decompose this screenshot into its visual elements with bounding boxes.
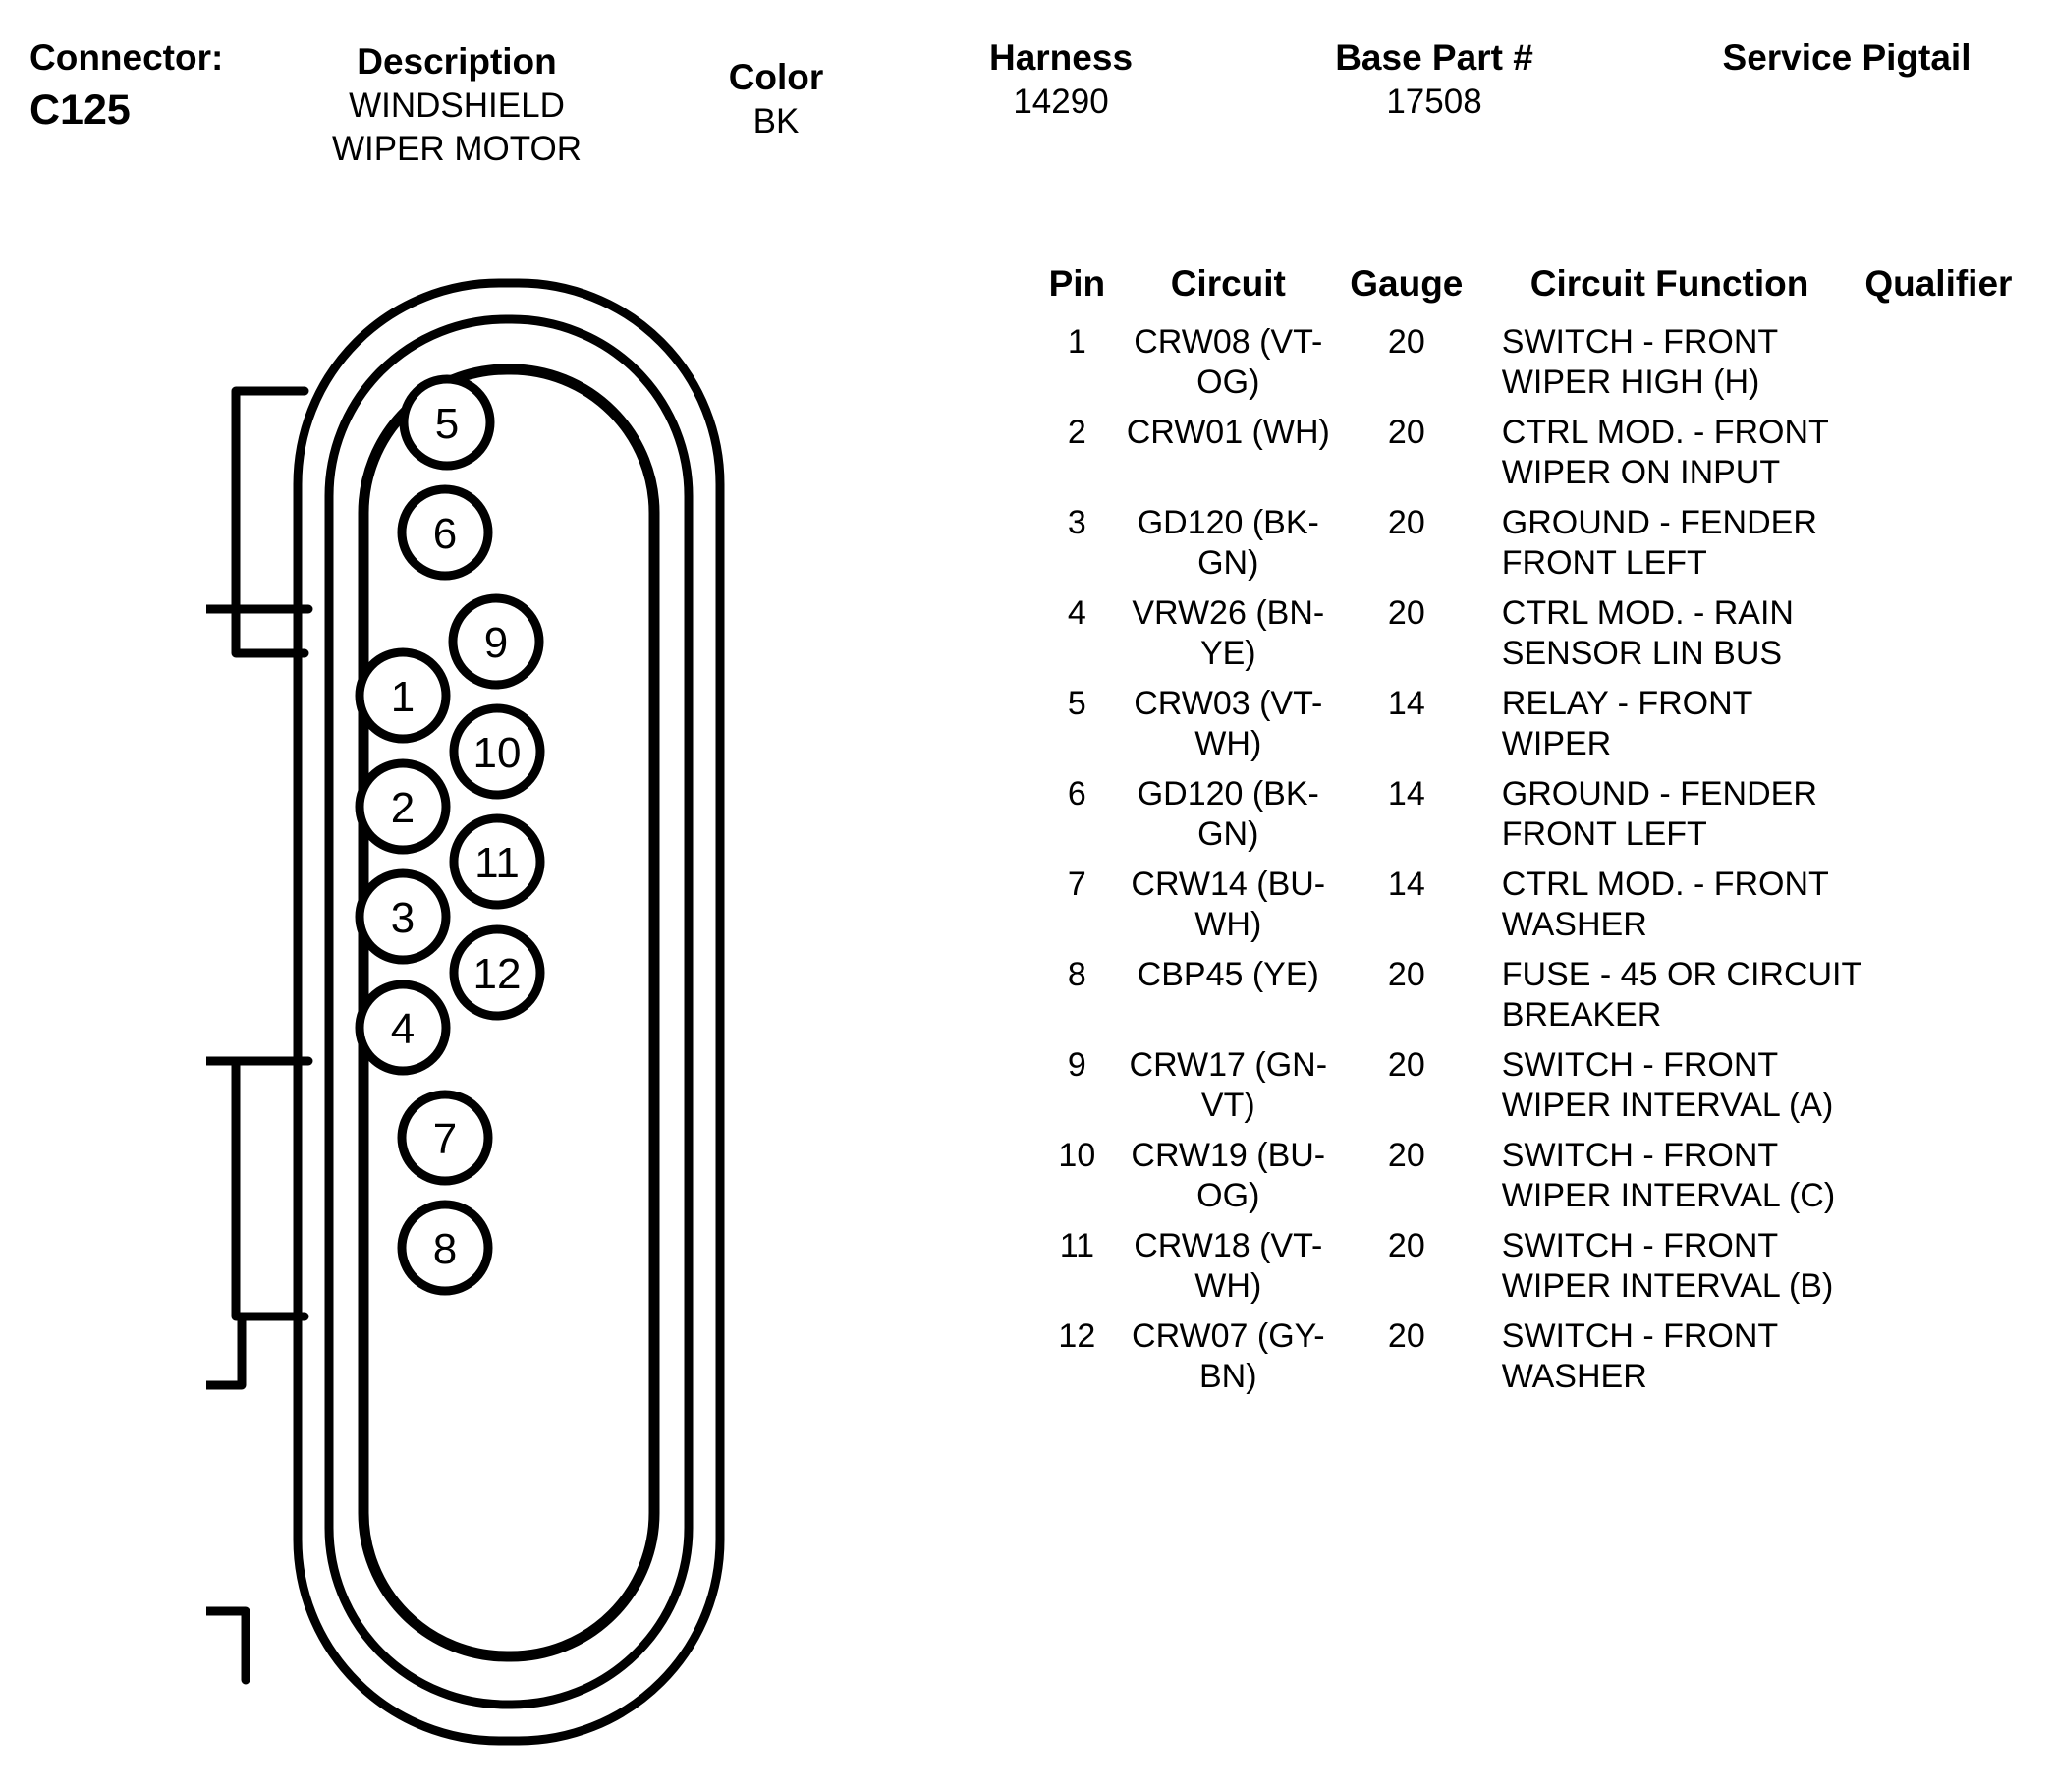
connector-label: Connector: — [29, 37, 224, 78]
cell-gauge: 20 — [1387, 1227, 1425, 1264]
pin-number-12: 12 — [472, 950, 522, 998]
cell-gauge: 20 — [1387, 323, 1425, 361]
pin-number-1: 1 — [390, 673, 416, 721]
table-row — [1036, 861, 2048, 951]
cell-function: RELAY - FRONT WIPER — [1501, 685, 1752, 762]
cell-circuit: CRW07 (GY-BN) — [1132, 1317, 1325, 1395]
pin-number-7: 7 — [432, 1115, 458, 1163]
description-line-1: WINDSHIELD — [349, 86, 565, 125]
description-line-2: WIPER MOTOR — [331, 130, 583, 168]
table-row — [1036, 1313, 2048, 1403]
cell-function: CTRL MOD. - RAIN SENSOR LIN BUS — [1501, 594, 1794, 672]
cell-function: SWITCH - FRONT WIPER INTERVAL (C) — [1501, 1137, 1836, 1214]
cell-qualifier — [1864, 1313, 2048, 1403]
pin-number-10: 10 — [472, 729, 522, 777]
cell-circuit: CRW08 (VT-OG) — [1134, 323, 1323, 401]
base-part-label: Base Part # — [1335, 37, 1533, 78]
cell-gauge: 20 — [1387, 1046, 1425, 1084]
cell-function: SWITCH - FRONT WIPER INTERVAL (B) — [1501, 1227, 1834, 1305]
column-header-gauge: Gauge — [1350, 263, 1464, 304]
cell-qualifier — [1864, 499, 2048, 589]
service-pigtail-label: Service Pigtail — [1722, 37, 1972, 78]
table-row — [1036, 1222, 2048, 1313]
cell-qualifier — [1864, 861, 2048, 951]
pin-number-4: 4 — [390, 1005, 416, 1053]
connector-left-body — [206, 609, 308, 1061]
cell-gauge: 14 — [1387, 866, 1425, 903]
service-pigtail-block — [1670, 35, 2024, 81]
description-label: Description — [357, 41, 557, 82]
table-row — [1036, 499, 2048, 589]
color-label: Color — [728, 57, 824, 97]
cell-pin: 12 — [1058, 1317, 1096, 1355]
cell-pin: 2 — [1067, 414, 1086, 451]
pin-number-2: 2 — [390, 784, 416, 832]
cell-circuit: GD120 (BK-GN) — [1137, 775, 1319, 853]
color-value: BK — [752, 102, 800, 140]
cell-function: CTRL MOD. - FRONT WIPER ON INPUT — [1501, 414, 1829, 491]
pin-number-8: 8 — [432, 1225, 458, 1273]
cell-circuit: CRW19 (BU-OG) — [1131, 1137, 1326, 1214]
cell-qualifier — [1864, 1222, 2048, 1313]
cell-gauge: 14 — [1387, 685, 1425, 722]
harness-block — [933, 35, 1189, 124]
cell-pin: 4 — [1067, 594, 1086, 632]
cell-qualifier — [1864, 680, 2048, 770]
cell-gauge: 20 — [1387, 1317, 1425, 1355]
column-header-pin: Pin — [1048, 263, 1106, 304]
pin-number-9: 9 — [483, 619, 509, 667]
table-row — [1036, 951, 2048, 1041]
connector-header — [0, 18, 2055, 175]
cell-function: SWITCH - FRONT WASHER — [1501, 1317, 1778, 1395]
cell-gauge: 20 — [1387, 594, 1425, 632]
cell-gauge: 20 — [1387, 414, 1425, 451]
pin-table-container — [1036, 263, 2048, 1403]
cell-pin: 7 — [1067, 866, 1086, 903]
cell-circuit: CRW01 (WH) — [1126, 414, 1330, 451]
description-block — [295, 39, 619, 171]
cell-function: GROUND - FENDER FRONT LEFT — [1501, 775, 1817, 853]
connector-outline-svg — [206, 275, 815, 1749]
table-row — [1036, 770, 2048, 861]
cell-circuit: CRW18 (VT-WH) — [1134, 1227, 1323, 1305]
cell-pin: 10 — [1058, 1137, 1096, 1174]
cell-pin: 5 — [1067, 685, 1086, 722]
cell-gauge: 14 — [1387, 775, 1425, 812]
cell-gauge: 20 — [1387, 1137, 1425, 1174]
cell-function: GROUND - FENDER FRONT LEFT — [1501, 504, 1817, 582]
connector-id: C125 — [29, 86, 131, 134]
cell-qualifier — [1864, 770, 2048, 861]
pin-table — [1036, 263, 2048, 1403]
cell-pin: 6 — [1067, 775, 1086, 812]
cell-circuit: CRW17 (GN-VT) — [1129, 1046, 1328, 1124]
harness-value: 14290 — [1013, 83, 1109, 121]
table-row — [1036, 1132, 2048, 1222]
connector-label-block — [29, 35, 223, 81]
table-row — [1036, 1041, 2048, 1132]
column-header-function: Circuit Function — [1529, 263, 1809, 304]
base-part-block — [1287, 35, 1582, 124]
pin-number-5: 5 — [434, 400, 460, 448]
cell-pin: 3 — [1067, 504, 1086, 541]
cell-qualifier — [1864, 318, 2048, 409]
column-header-circuit: Circuit — [1170, 263, 1286, 304]
cell-qualifier — [1864, 589, 2048, 680]
cell-pin: 8 — [1067, 956, 1086, 993]
cell-circuit: CRW14 (BU-WH) — [1131, 866, 1326, 943]
cell-pin: 1 — [1067, 323, 1086, 361]
cell-gauge: 20 — [1387, 956, 1425, 993]
pin-number-3: 3 — [390, 894, 416, 942]
column-header-qualifier: Qualifier — [1864, 263, 2013, 304]
cell-circuit: GD120 (BK-GN) — [1137, 504, 1319, 582]
color-block — [688, 55, 864, 143]
connector-face-diagram — [206, 275, 815, 1749]
cell-function: FUSE - 45 OR CIRCUIT BREAKER — [1501, 956, 1861, 1034]
pin-number-6: 6 — [432, 510, 458, 558]
table-row — [1036, 409, 2048, 499]
cell-qualifier — [1864, 1041, 2048, 1132]
table-header-row — [1036, 263, 2048, 318]
cell-function: SWITCH - FRONT WIPER HIGH (H) — [1501, 323, 1778, 401]
cell-pin: 11 — [1059, 1227, 1094, 1264]
cell-pin: 9 — [1067, 1046, 1086, 1084]
pin-table-body — [1036, 318, 2048, 1403]
cell-qualifier — [1864, 1132, 2048, 1222]
cell-gauge: 20 — [1387, 504, 1425, 541]
harness-label: Harness — [988, 37, 1134, 78]
table-row — [1036, 589, 2048, 680]
connector-latch-notch — [206, 1316, 246, 1680]
table-row — [1036, 680, 2048, 770]
cell-qualifier — [1864, 409, 2048, 499]
cell-function: SWITCH - FRONT WIPER INTERVAL (A) — [1501, 1046, 1834, 1124]
table-row — [1036, 318, 2048, 409]
cell-qualifier — [1864, 951, 2048, 1041]
connector-id-block — [29, 84, 131, 136]
cell-circuit: VRW26 (BN-YE) — [1132, 594, 1325, 672]
pin-number-11: 11 — [474, 839, 520, 887]
cell-circuit: CRW03 (VT-WH) — [1134, 685, 1323, 762]
cell-function: CTRL MOD. - FRONT WASHER — [1501, 866, 1829, 943]
base-part-value: 17508 — [1386, 83, 1482, 121]
cell-circuit: CBP45 (YE) — [1137, 956, 1319, 993]
